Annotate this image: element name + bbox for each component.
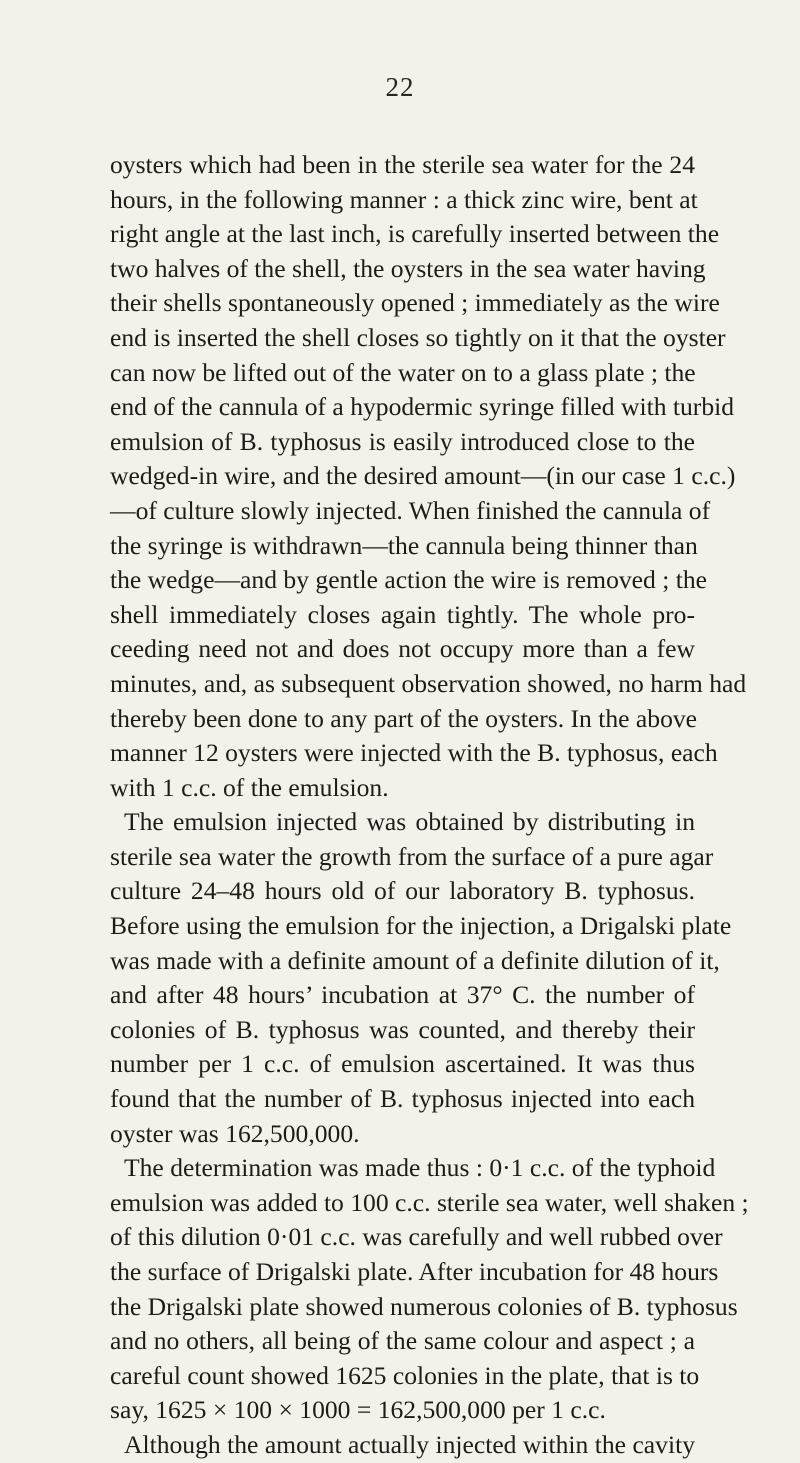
text-line: The emulsion injected was obtained by distributing in (124, 807, 695, 837)
text-line: say, 1625 × 100 × 1000 = 162,500,000 per 1 c.c. (110, 1395, 606, 1425)
text-line: oysters which had been in the sterile sea water for the 24 (110, 150, 695, 179)
text-line: can now be lifted out of the water on to a glass plate ; the (110, 357, 696, 387)
text-line: was made with a definite amount of a definite dilution of it, (110, 945, 720, 975)
text-line: minutes, and, as subsequent observation showed, no harm had (110, 668, 747, 698)
text-line: end of the cannula of a hypodermic syringe filled with turbid (110, 392, 735, 422)
text-line: sterile sea water the growth from the surface of a pure agar (110, 841, 714, 871)
text-line: the Drigalski plate showed numerous colonies of B. typhosus (110, 1291, 738, 1321)
text-line: oyster was 162,500,000. (110, 1118, 360, 1148)
text-line: —of culture slowly injected. When finished the cannula of (110, 495, 711, 525)
text-line: hours, in the following manner : a thick zinc wire, bent at (110, 184, 698, 214)
text-line: end is inserted the shell closes so tightly on it that the oyster (110, 322, 726, 352)
paragraph-3 (110, 1151, 749, 1428)
text-line: ceeding need not and does not occupy more than a few (110, 634, 695, 664)
text-line: shell immediately closes again tightly. The whole pro- (110, 599, 695, 629)
text-line: The determination was made thus : 0·1 c.c. of the typhoid (124, 1153, 716, 1183)
text-line: and no others, all being of the same colour and aspect ; a (110, 1326, 695, 1356)
paragraph-1 (110, 148, 747, 805)
paragraph-2 (110, 805, 732, 1151)
text-line: the surface of Drigalski plate. After incubation for 48 hours (110, 1257, 719, 1286)
paragraph-4 (110, 1428, 695, 1463)
text-line: their shells spontaneously opened ; immediately as the wire (110, 288, 720, 318)
text-line: thereby been done to any part of the oysters. In the above (110, 703, 698, 733)
text-line: the syringe is withdrawn—the cannula being thinner than (110, 530, 698, 560)
text-line: number per 1 c.c. of emulsion ascertained. It was thus (110, 1049, 695, 1079)
page-number: 22 (385, 72, 415, 102)
text-line: culture 24–48 hours old of our laboratory B. typhosus. (110, 876, 695, 906)
text-line: colonies of B. typhosus was counted, and thereby their (110, 1014, 695, 1044)
text-line: of this dilution 0·01 c.c. was carefully and well rubbed over (110, 1222, 723, 1252)
text-line: with 1 c.c. of the emulsion. (110, 772, 389, 802)
text-line: Before using the emulsion for the injection, a Drigalski plate (110, 911, 732, 941)
body-text (110, 148, 749, 1463)
text-line: emulsion of B. typhosus is easily introduced close to the (110, 426, 695, 456)
text-line: found that the number of B. typhosus injected into each (110, 1084, 695, 1114)
text-line: wedged-in wire, and the desired amount—(in our case 1 c.c.) (110, 461, 736, 491)
text-line: Although the amount actually injected within the cavity (124, 1429, 695, 1459)
text-line: manner 12 oysters were injected with the B. typhosus, each (110, 738, 718, 768)
text-line: emulsion was added to 100 c.c. sterile sea water, well shaken ; (110, 1187, 749, 1217)
text-line: right angle at the last inch, is carefully inserted between the (110, 219, 720, 249)
text-line: two halves of the shell, the oysters in the sea water having (110, 253, 706, 283)
text-line: careful count showed 1625 colonies in the plate, that is to (110, 1360, 700, 1390)
text-line: and after 48 hours’ incubation at 37° C. the number of (110, 980, 695, 1010)
text-line: the wedge—and by gentle action the wire is removed ; the (110, 565, 707, 595)
